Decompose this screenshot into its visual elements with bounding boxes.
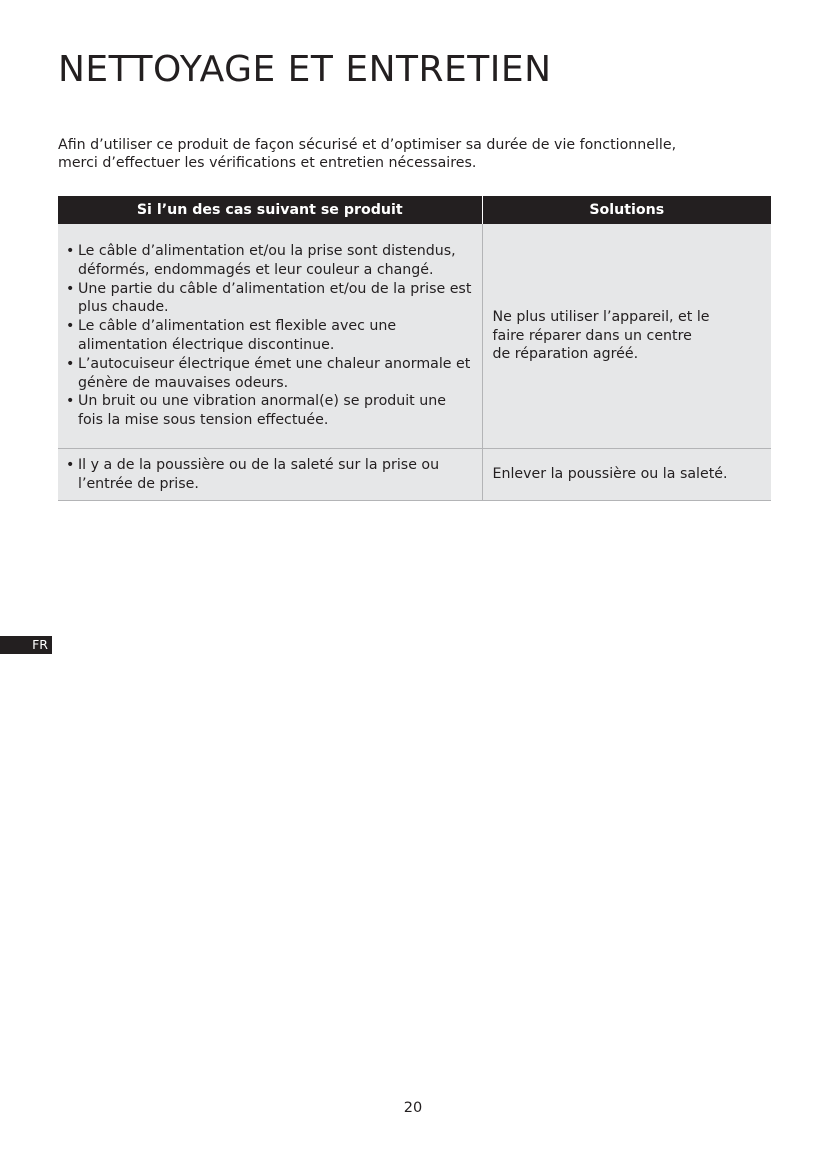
list-item: • Le câble d’alimentation et/ou la prise sont distendus, déformés, endommagés et leur couleur a changé. — [66, 242, 472, 280]
page-title: NETTOYAGE ET ENTRETIEN — [58, 49, 552, 90]
cases-cell — [58, 449, 482, 501]
solution-line: faire réparer dans un centre — [492, 327, 692, 344]
intro-line: merci d’effectuer les vérifications et entretien nécessaires. — [58, 155, 477, 171]
solution-line: de réparation agréé. — [492, 346, 639, 363]
list-item: • Une partie du câble d’alimentation et/ou de la prise est plus chaude. — [66, 280, 472, 318]
cases-list — [58, 242, 482, 430]
intro-line: Afin d’utiliser ce produit de façon sécurisé et d’optimiser sa durée de vie fonctionnelle, — [58, 137, 677, 153]
column-header-cases: Si l’un des cas suivant se produit — [58, 196, 482, 224]
solution-line: Ne plus utiliser l’appareil, et le — [492, 308, 710, 325]
solution-cell — [482, 224, 771, 449]
table-row — [58, 224, 771, 449]
list-item: • L’autocuiseur électrique émet une chaleur anormale et génère de mauvaises odeurs. — [66, 355, 472, 393]
cases-list — [58, 456, 482, 494]
intro-paragraph — [58, 136, 778, 172]
solution-line: Enlever la poussière ou la saleté. — [492, 466, 728, 483]
solution-text — [483, 465, 772, 484]
solution-cell — [482, 449, 771, 501]
column-header-solutions: Solutions — [482, 196, 771, 224]
table-header-row — [58, 196, 771, 224]
language-tab: FR — [0, 636, 52, 654]
page-number: 20 — [403, 1100, 423, 1116]
table-row — [58, 449, 771, 501]
maintenance-table — [58, 196, 771, 501]
solution-text — [483, 308, 772, 364]
cases-cell — [58, 224, 482, 449]
list-item: • Un bruit ou une vibration anormal(e) se produit une fois la mise sous tension effectuée. — [66, 392, 472, 430]
list-item: • Le câble d’alimentation est flexible avec une alimentation électrique discontinue. — [66, 317, 472, 355]
list-item: • Il y a de la poussière ou de la saleté sur la prise ou l’entrée de prise. — [66, 456, 472, 494]
